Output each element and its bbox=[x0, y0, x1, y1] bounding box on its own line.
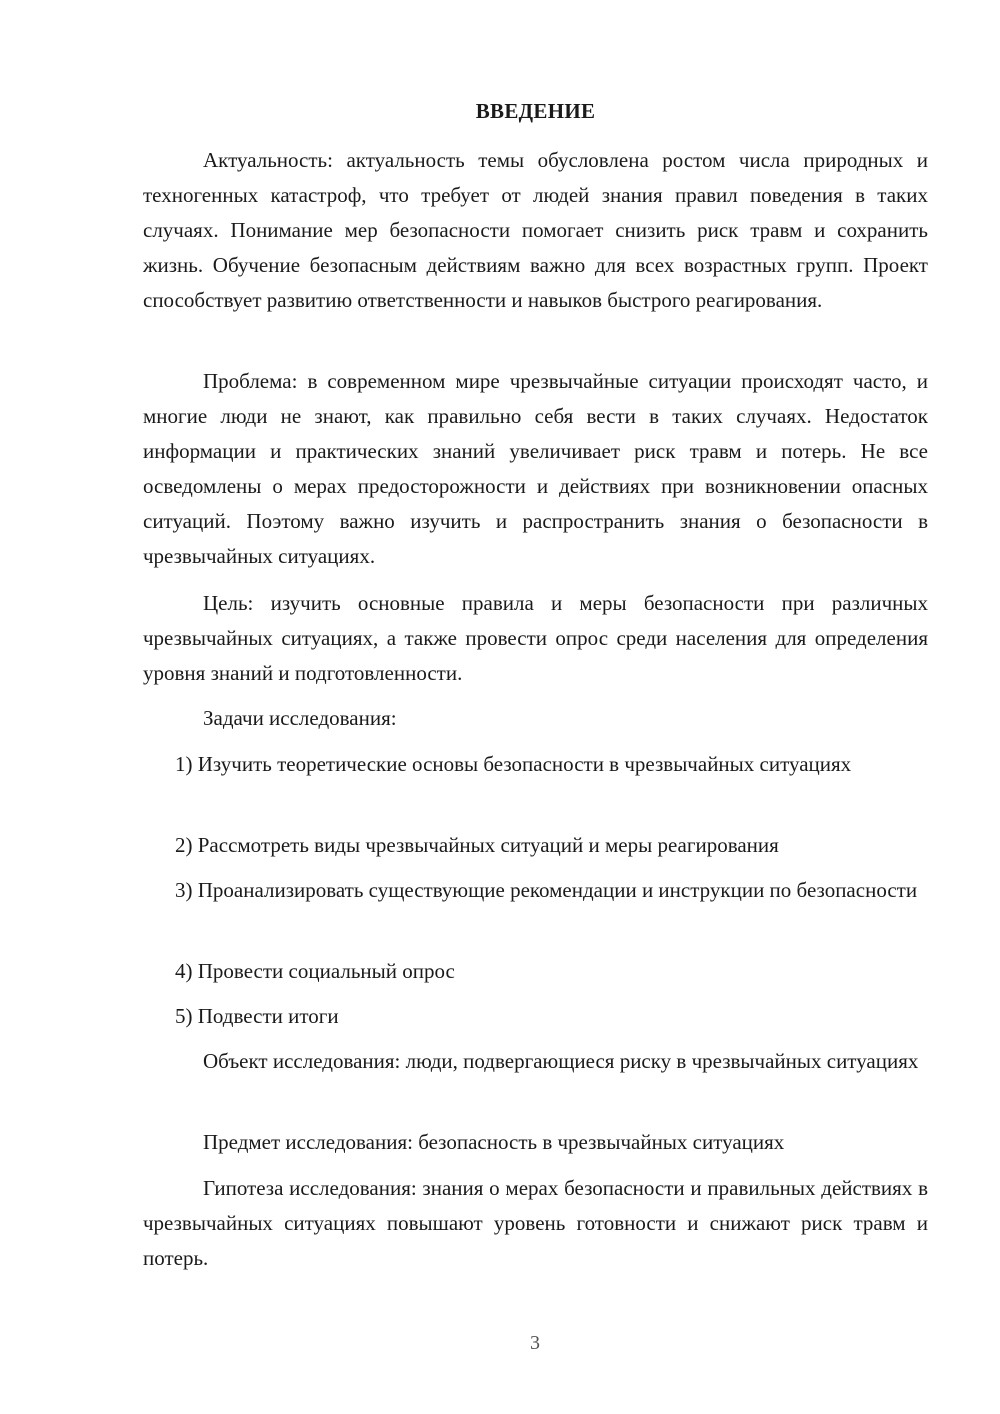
paragraph-subject: Предмет исследования: безопасность в чрезвычайных ситуациях bbox=[203, 1130, 785, 1154]
page-number: 3 bbox=[530, 1332, 540, 1354]
paragraph-object: Объект исследования: люди, подвергающиеся риску в чрезвычайных ситуациях bbox=[203, 1049, 919, 1073]
task-item-5: 5) Подвести итоги bbox=[175, 1004, 339, 1028]
task-item-3: 3) Проанализировать существующие рекомендации и инструкции по безопасности bbox=[175, 878, 918, 902]
task-item-2: 2) Рассмотреть виды чрезвычайных ситуаций и меры реагирования bbox=[175, 833, 779, 857]
paragraph-hypothesis: Гипотеза исследования: знания о мерах безопасности и правильных действиях в чрезвычайных ситуациях повышают уровень готовности и снижают риск травм и потерь. bbox=[143, 1176, 928, 1270]
tasks-heading: Задачи исследования: bbox=[203, 706, 397, 730]
paragraph-problem: Проблема: в современном мире чрезвычайные ситуации происходят часто, и многие люди не знают, как правильно себя вести в таких случаях. Недостаток информации и практических знаний увеличивает риск травм и потерь. Не все осведомлены о мерах предосторожности и действиях при возникновении опасных ситуаций. Поэтому важно изучить и распространить знания о безопасности в чрезвычайных ситуациях. bbox=[143, 369, 928, 568]
section-title: ВВЕДЕНИЕ bbox=[475, 99, 596, 123]
paragraph-relevance: Актуальность: актуальность темы обусловлена ростом числа природных и техногенных катастроф, что требует от людей знания правил поведения в таких случаях. Понимание мер безопасности помогает снизить риск травм и сохранить жизнь. Обучение безопасным действиям важно для всех возрастных групп. Проект способствует развитию ответственности и навыков быстрого реагирования. bbox=[143, 148, 928, 312]
task-item-4: 4) Провести социальный опрос bbox=[175, 959, 455, 983]
task-item-1: 1) Изучить теоретические основы безопасности в чрезвычайных ситуациях bbox=[175, 752, 852, 776]
paragraph-goal: Цель: изучить основные правила и меры безопасности при различных чрезвычайных ситуациях, а также провести опрос среди населения для определения уровня знаний и подготовленности. bbox=[143, 591, 928, 685]
